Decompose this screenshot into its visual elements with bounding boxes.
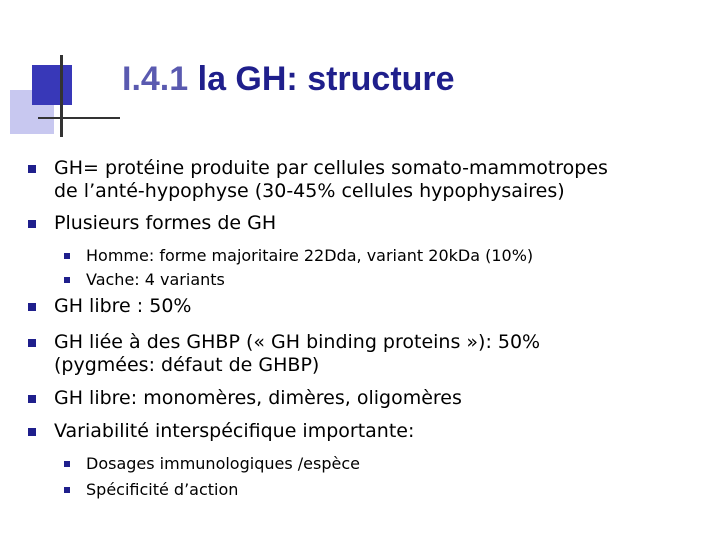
- sub-bullet-item: Spécificité d’action: [86, 480, 239, 499]
- bullet-marker: [28, 165, 36, 173]
- bullet-marker: [28, 395, 36, 403]
- sub-bullet-item: Dosages immunologiques /espèce: [86, 454, 360, 473]
- bullet-line: GH liée à des GHBP (« GH binding proteins »): 50%: [54, 331, 541, 353]
- slide-title: [122, 62, 455, 96]
- sub-bullet-marker: [64, 277, 70, 283]
- bullet-item: [54, 420, 414, 443]
- sub-bullet-marker: [64, 461, 70, 467]
- sub-bullet-marker: [64, 253, 70, 259]
- title-text: la GH: structure: [197, 60, 455, 98]
- bullet-marker: [28, 339, 36, 347]
- bullet-line: de l’anté-hypophyse (30-45% cellules hypophysaires): [54, 180, 565, 202]
- bullet-line: (pygmées: défaut de GHBP): [54, 354, 320, 376]
- decoration-horizontal-line: [38, 117, 120, 119]
- bullet-line: GH libre: monomères, dimères, oligomères: [54, 387, 462, 409]
- sub-bullet-item: Vache: 4 variants: [86, 270, 225, 289]
- decoration-dark-square: [32, 65, 72, 105]
- bullet-item: [54, 331, 540, 377]
- bullet-marker: [28, 428, 36, 436]
- sub-bullet-marker: [64, 487, 70, 493]
- bullet-line: GH= protéine produite par cellules somato-mammotropes: [54, 157, 608, 179]
- title-number: I.4.1: [122, 60, 189, 98]
- bullet-item: [54, 212, 276, 235]
- decoration-vertical-line: [60, 55, 63, 137]
- bullet-item: [54, 387, 462, 410]
- bullet-item: [54, 157, 608, 203]
- bullet-line: GH libre : 50%: [54, 295, 192, 317]
- bullet-item: [54, 295, 191, 318]
- bullet-line: Plusieurs formes de GH: [54, 212, 277, 234]
- bullet-marker: [28, 220, 36, 228]
- title-decoration: [10, 55, 120, 140]
- bullet-marker: [28, 303, 36, 311]
- bullet-line: Variabilité interspécifique importante:: [54, 420, 415, 442]
- sub-bullet-item: Homme: forme majoritaire 22Dda, variant 20kDa (10%): [86, 246, 534, 265]
